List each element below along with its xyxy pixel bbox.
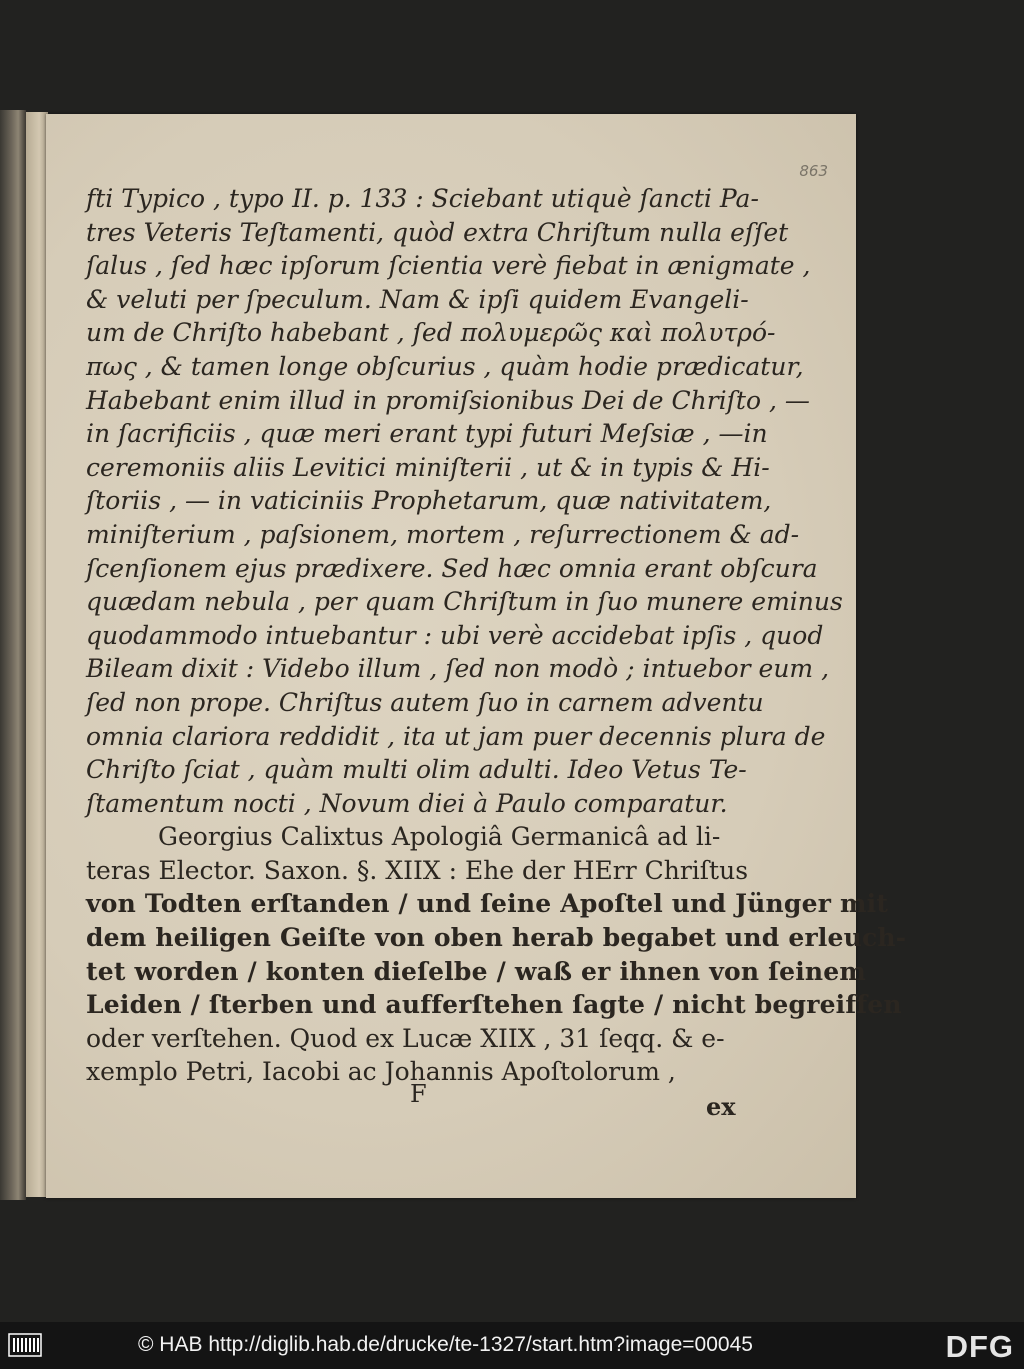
text-line: quodammodo intuebantur : ubi verè accidebat ipſis , quod (86, 620, 824, 650)
text-line: tet worden / konten dieſelbe / waß er ihnen von ſeinem (86, 956, 867, 986)
text-line: Habebant enim illud in promiſsionibus Dei de Chriſto , — (86, 385, 810, 415)
text-line: ſcenſionem ejus prædixere. Sed hæc omnia erant obſcura (86, 553, 818, 583)
footer-bar (0, 1322, 1024, 1369)
facing-page-edge (26, 112, 48, 1197)
text-line: ſalus , ſed hæc ipſorum ſcientia verè fiebat in ænigmate , (86, 251, 811, 281)
text-line: tres Veteris Teſtamenti, quòd extra Chriſtum nulla eſſet (86, 217, 789, 247)
text-line: ſed non prope. Chriſtus autem ſuo in carnem adventu (86, 687, 764, 717)
text-line: ſtoriis , — in vaticiniis Prophetarum, quæ nativitatem, (86, 486, 772, 516)
text-line: πως , & tamen longe obſcurius , quàm hodie prædicatur, (86, 351, 804, 381)
text-line: oder verſtehen. Quod ex Lucæ XIIX , 31 ſeqq. & e- (86, 1023, 725, 1053)
text-line: Leiden / ſterben und aufferſtehen ſagte / nicht begreiffen (86, 990, 902, 1020)
text-line: xemplo Petri, Iacobi ac Johannis Apoſtolorum , (86, 1057, 676, 1087)
signature-mark: F (410, 1080, 427, 1108)
text-line: & veluti per ſpeculum. Nam & ipſi quidem Evangeli- (86, 284, 749, 314)
text-line: in ſacrificiis , quæ meri erant typi futuri Meſsiæ , —in (86, 419, 768, 449)
catchword: ex (706, 1092, 736, 1121)
margin-note: 863 (799, 162, 828, 180)
text-line: von Todten erſtanden / und ſeine Apoſtel und Jünger mit (86, 889, 889, 919)
copyright-url[interactable]: © HAB http://diglib.hab.de/drucke/te-1327/start.htm?image=00045 (138, 1333, 753, 1356)
text-line: Bileam dixit : Videbo illum , ſed non modò ; intuebor eum , (86, 654, 830, 684)
dfg-logo: DFG (945, 1329, 1014, 1364)
text-line: Georgius Calixtus Apologiâ Germanicâ ad li- (158, 822, 721, 852)
text-line: fti Typico , typo II. p. 133 : Sciebant utiquè ſancti Pa- (86, 184, 759, 213)
binding-edge (0, 110, 26, 1200)
text-block (86, 182, 907, 1089)
text-line: ceremoniis aliis Levitici miniſterii , ut & in typis & Hi- (86, 452, 770, 482)
book-page (46, 114, 907, 1198)
text-line: quædam nebula , per quam Chriſtum in ſuo munere eminus (86, 587, 843, 617)
text-line: omnia clariora reddidit , ita ut jam puer decennis plura de (86, 721, 826, 751)
text-line: dem heiligen Geiſte von oben herab begabet und erleuch- (86, 923, 907, 953)
hab-logo-icon (8, 1332, 42, 1358)
text-line: miniſterium , paſsionem, mortem , reſurrectionem & ad- (86, 519, 800, 549)
text-line: ſtamentum nocti , Novum diei à Paulo comparatur. (86, 788, 728, 818)
text-line: teras Elector. Saxon. §. XIIX : Ehe der HErr Chriſtus (86, 855, 749, 885)
text-line: um de Chriſto habebant , ſed πολυμερῶς καὶ πολυτρό- (86, 318, 776, 348)
text-line: Chriſto ſciat , quàm multi olim adulti. Ideo Vetus Te- (86, 755, 747, 785)
